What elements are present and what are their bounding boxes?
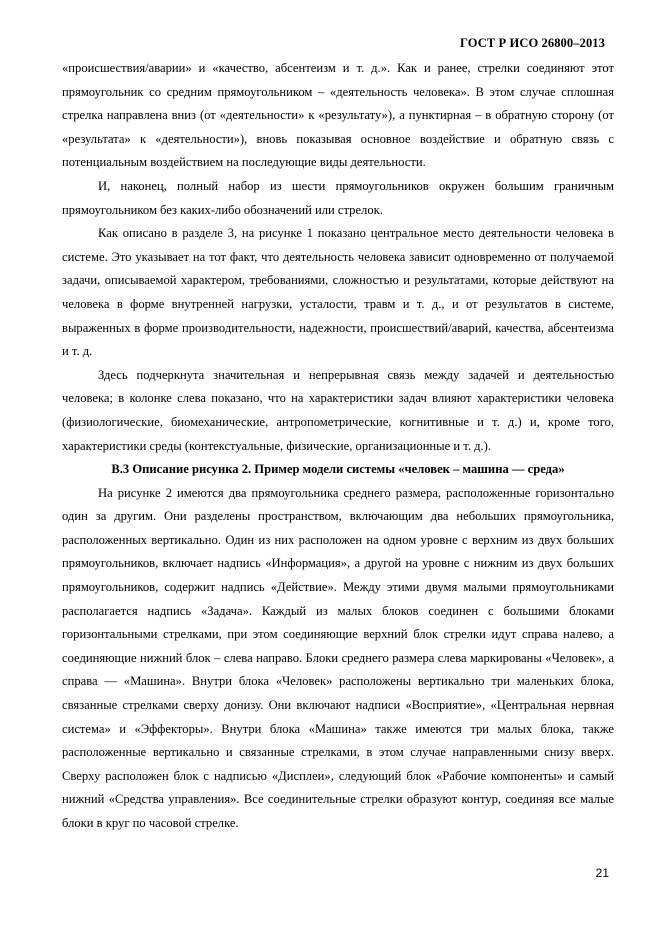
body-paragraph: «происшествия/аварии» и «качество, абсентеизм и т. д.». Как и ранее, стрелки соединяют этот прямоугольник со средним прямоугольником – «деятельность человека». В этом случае сплошная стрелка направлена вниз (от «деятельности» к «результату»), а пунктирная – в обратную сторону (от «результата» к «деятельности»), вновь показывая основное воздействие и обратную связь с потенциальным воздействием на последующие виды деятельности. (62, 61, 614, 170)
document-body (62, 57, 614, 836)
body-paragraph: Как описано в разделе 3, на рисунке 1 показано центральное место деятельности человека в системе. Это указывает на тот факт, что деятельность человека зависит одновременно от получаемой задачи, описываемой характером, требованиями, сложностью и результатами, которые действуют на человека в форме внутренней нагрузки, усталости, травм и т. д., и от результатов в системе, выраженных в форме производительности, надежности, происшествий/аварий, качества, абсентеизма и т. д. (62, 226, 614, 359)
page-number: 21 (595, 866, 609, 880)
body-paragraph: И, наконец, полный набор из шести прямоугольников окружен большим граничным прямоугольником без каких-либо обозначений или стрелок. (62, 178, 614, 217)
section-paragraph: На рисунке 2 имеются два прямоугольника среднего размера, расположенные горизонтально один за другим. Они разделены пространством, включающим два небольших прямоугольника, расположенных вертикально. Один из них расположен на одном уровне с верхним из двух больших прямоугольников, включает надпись «Информация», а другой на уровне с нижним из двух больших прямоугольников, содержит надпись «Действие». Между этими двумя малыми прямоугольниками располагается надпись «Задача». Каждый из малых блоков соединен с большими блоками горизонтальными стрелками, при этом соединяющие верхний блок стрелки идут справа налево, а соединяющие нижний блок – слева направо. Блоки среднего размера слева маркированы «Человек», а справа — «Машина». Внутри блока «Человек» расположены вертикально три маленьких блока, связанные стрелками сверху донизу. Они включают надписи «Восприятие», «Центральная нервная система» и «Эффекторы». Внутри блока «Машина» также имеются три малых блока, также расположенные вертикально и связанные стрелками, в этом случае направленными снизу вверх. Сверху расположен блок с надписью «Дисплеи», следующий блок «Рабочие компоненты» и самый нижний «Средства управления». Все соединительные стрелки образуют контур, соединяя все малые блоки в круг по часовой стрелке. (62, 485, 614, 830)
page-header: ГОСТ Р ИСО 26800–2013 (460, 36, 605, 50)
section-heading: В.3 Описание рисунка 2. Пример модели системы «человек – машина — среда» (111, 462, 565, 477)
body-paragraph: Здесь подчеркнута значительная и непрерывная связь между задачей и деятельностью человека; в колонке слева показано, что на характеристики задач влияют характеристики человека (физиологические, биомеханические, антропометрические, когнитивные и т. д.) и, кроме того, характеристики среды (контекстуальные, физические, организационные и т. д.). (62, 367, 614, 453)
